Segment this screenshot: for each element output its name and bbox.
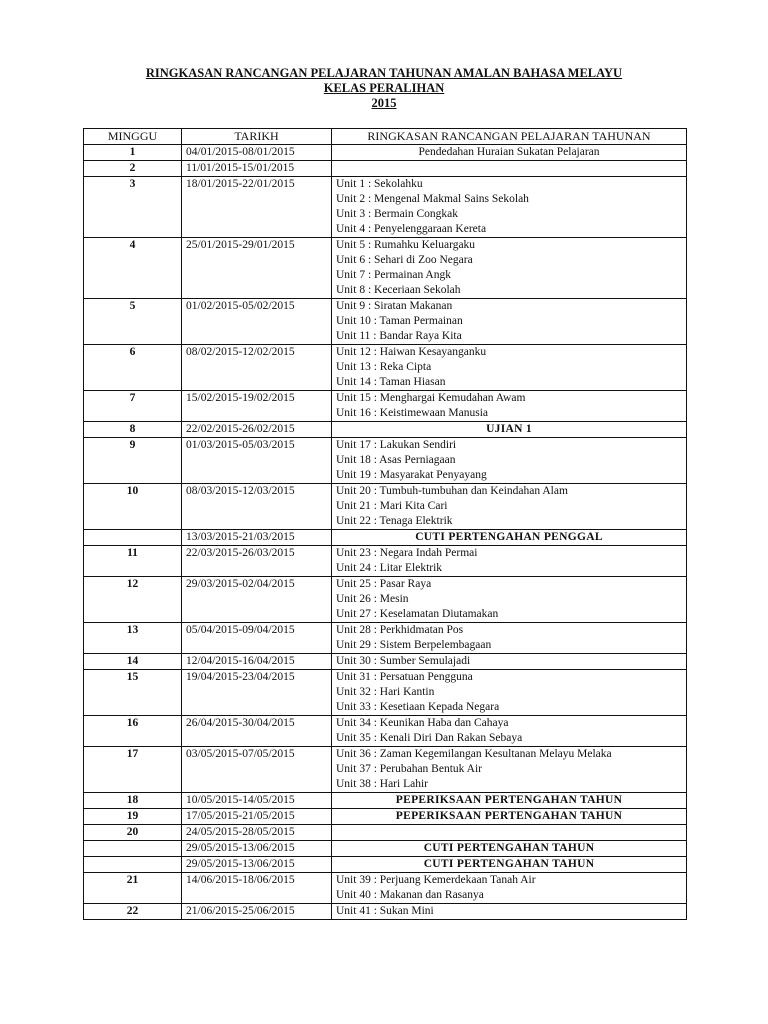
content-cell <box>332 654 687 670</box>
date-cell: 29/05/2015-13/06/2015 <box>182 841 332 857</box>
date-cell: 17/05/2015-21/05/2015 <box>182 809 332 825</box>
date-cell: 04/01/2015-08/01/2015 <box>182 145 332 161</box>
table-row <box>84 177 687 238</box>
date-cell: 05/04/2015-09/04/2015 <box>182 623 332 654</box>
week-cell <box>84 530 182 546</box>
document-title: RINGKASAN RANCANGAN PELAJARAN TAHUNAN AMALAN BAHASA MELAYU <box>145 66 623 80</box>
unit-item: Unit 23 : Negara Indah Permai <box>336 547 478 559</box>
table-row <box>84 145 687 161</box>
table-row <box>84 530 687 546</box>
unit-item: Unit 39 : Perjuang Kemerdekaan Tanah Air <box>336 874 536 886</box>
week-cell: 11 <box>84 546 182 577</box>
content-cell <box>332 873 687 904</box>
date-cell: 22/03/2015-26/03/2015 <box>182 546 332 577</box>
week-cell: 20 <box>84 825 182 841</box>
week-cell: 16 <box>84 716 182 747</box>
table-row <box>84 391 687 422</box>
unit-item: Unit 4 : Penyelenggaraan Kereta <box>336 223 487 235</box>
empty-content <box>336 161 682 176</box>
week-cell: 5 <box>84 299 182 345</box>
week-cell: 8 <box>84 422 182 438</box>
date-cell: 15/02/2015-19/02/2015 <box>182 391 332 422</box>
table-row <box>84 825 687 841</box>
table-row <box>84 299 687 345</box>
unit-item: Unit 19 : Masyarakat Penyayang <box>336 469 487 481</box>
table-header-row <box>84 129 687 145</box>
content-cell <box>332 623 687 654</box>
unit-item: Unit 20 : Tumbuh-tumbuhan dan Keindahan Alam <box>336 485 568 497</box>
event-label: CUTI PERTENGAHAN TAHUN <box>423 842 595 854</box>
unit-item: Unit 33 : Kesetiaan Kepada Negara <box>336 701 500 713</box>
unit-item: Unit 7 : Permainan Angk <box>336 269 451 281</box>
table-row <box>84 345 687 391</box>
unit-item: Unit 28 : Perkhidmatan Pos <box>336 624 464 636</box>
event-label: PEPERIKSAAN PERTENGAHAN TAHUN <box>395 794 623 806</box>
content-cell <box>332 238 687 299</box>
table-row <box>84 716 687 747</box>
content-cell <box>332 577 687 623</box>
content-cell <box>332 345 687 391</box>
date-cell: 01/03/2015-05/03/2015 <box>182 438 332 484</box>
content-cell <box>332 747 687 793</box>
column-header-week: MINGGU <box>84 129 182 145</box>
column-header-content: RINGKASAN RANCANGAN PELAJARAN TAHUNAN <box>332 129 687 145</box>
unit-item: Unit 13 : Reka Cipta <box>336 361 432 373</box>
event-label: PEPERIKSAAN PERTENGAHAN TAHUN <box>395 810 623 822</box>
document-year: 2015 <box>371 96 397 110</box>
unit-item: Unit 26 : Mesin <box>336 593 409 605</box>
date-cell: 18/01/2015-22/01/2015 <box>182 177 332 238</box>
date-cell: 19/04/2015-23/04/2015 <box>182 670 332 716</box>
content-cell <box>332 484 687 530</box>
table-row <box>84 747 687 793</box>
table-row <box>84 809 687 825</box>
unit-item: Unit 15 : Menghargai Kemudahan Awam <box>336 392 526 404</box>
unit-item: Unit 31 : Persatuan Pengguna <box>336 671 473 683</box>
table-row <box>84 841 687 857</box>
unit-item: Unit 3 : Bermain Congkak <box>336 208 459 220</box>
unit-item: Unit 12 : Haiwan Kesayanganku <box>336 346 487 358</box>
column-header-date: TARIKH <box>182 129 332 145</box>
week-cell: 1 <box>84 145 182 161</box>
date-cell: 29/03/2015-02/04/2015 <box>182 577 332 623</box>
content-cell <box>332 438 687 484</box>
week-cell: 21 <box>84 873 182 904</box>
unit-item: Unit 40 : Makanan dan Rasanya <box>336 889 484 901</box>
content-cell <box>332 177 687 238</box>
table-row <box>84 484 687 530</box>
content-cell <box>332 161 687 177</box>
unit-item: Unit 11 : Bandar Raya Kita <box>336 330 462 342</box>
table-row <box>84 654 687 670</box>
content-cell <box>332 145 687 161</box>
unit-item: Unit 22 : Tenaga Elektrik <box>336 515 453 527</box>
content-cell <box>332 422 687 438</box>
content-cell <box>332 793 687 809</box>
content-cell <box>332 904 687 920</box>
unit-item: Unit 32 : Hari Kantin <box>336 686 435 698</box>
content-cell <box>332 825 687 841</box>
date-cell: 29/05/2015-13/06/2015 <box>182 857 332 873</box>
week-cell: 15 <box>84 670 182 716</box>
table-row <box>84 670 687 716</box>
unit-item: Unit 9 : Siratan Makanan <box>336 300 453 312</box>
week-cell: 3 <box>84 177 182 238</box>
week-cell: 4 <box>84 238 182 299</box>
unit-item: Unit 5 : Rumahku Keluargaku <box>336 239 476 251</box>
date-cell: 14/06/2015-18/06/2015 <box>182 873 332 904</box>
table-row <box>84 438 687 484</box>
unit-item: Unit 1 : Sekolahku <box>336 178 423 190</box>
date-cell: 08/03/2015-12/03/2015 <box>182 484 332 530</box>
document-header <box>0 66 768 111</box>
date-cell: 13/03/2015-21/03/2015 <box>182 530 332 546</box>
table-row <box>84 546 687 577</box>
week-cell: 7 <box>84 391 182 422</box>
unit-item: Unit 24 : Litar Elektrik <box>336 562 443 574</box>
unit-item: Unit 2 : Mengenal Makmal Sains Sekolah <box>336 193 529 205</box>
date-cell: 25/01/2015-29/01/2015 <box>182 238 332 299</box>
date-cell: 08/02/2015-12/02/2015 <box>182 345 332 391</box>
week-cell: 13 <box>84 623 182 654</box>
table-row <box>84 422 687 438</box>
unit-item: Unit 6 : Sehari di Zoo Negara <box>336 254 473 266</box>
unit-item: Unit 18 : Asas Perniagaan <box>336 454 456 466</box>
table-row <box>84 238 687 299</box>
content-cell <box>332 530 687 546</box>
table-row <box>84 577 687 623</box>
week-cell: 10 <box>84 484 182 530</box>
unit-item: Unit 8 : Keceriaan Sekolah <box>336 284 461 296</box>
content-cell <box>332 391 687 422</box>
unit-item: Unit 38 : Hari Lahir <box>336 778 428 790</box>
content-cell <box>332 716 687 747</box>
unit-item: Unit 30 : Sumber Semulajadi <box>336 655 471 667</box>
week-cell: 14 <box>84 654 182 670</box>
week-cell: 18 <box>84 793 182 809</box>
empty-content <box>336 825 682 840</box>
date-cell: 26/04/2015-30/04/2015 <box>182 716 332 747</box>
week-cell <box>84 857 182 873</box>
content-cell <box>332 857 687 873</box>
unit-item: Unit 41 : Sukan Mini <box>336 905 434 917</box>
unit-item: Unit 34 : Keunikan Haba dan Cahaya <box>336 717 509 729</box>
date-cell: 10/05/2015-14/05/2015 <box>182 793 332 809</box>
document-subtitle: KELAS PERALIHAN <box>323 81 445 95</box>
unit-item: Unit 35 : Kenali Diri Dan Rakan Sebaya <box>336 732 523 744</box>
date-cell: 01/02/2015-05/02/2015 <box>182 299 332 345</box>
table-row <box>84 873 687 904</box>
table-row <box>84 904 687 920</box>
week-cell <box>84 841 182 857</box>
week-cell: 12 <box>84 577 182 623</box>
week-cell: 2 <box>84 161 182 177</box>
date-cell: 24/05/2015-28/05/2015 <box>182 825 332 841</box>
content-cell <box>332 546 687 577</box>
unit-item: Unit 36 : Zaman Kegemilangan Kesultanan Melayu Melaka <box>336 748 612 760</box>
unit-item: Unit 14 : Taman Hiasan <box>336 376 446 388</box>
unit-item: Unit 29 : Sistem Berpelembagaan <box>336 639 492 651</box>
date-cell: 03/05/2015-07/05/2015 <box>182 747 332 793</box>
unit-item: Unit 10 : Taman Permainan <box>336 315 463 327</box>
unit-item: Unit 21 : Mari Kita Cari <box>336 500 448 512</box>
week-cell: 17 <box>84 747 182 793</box>
content-label: Pendedahan Huraian Sukatan Pelajaran <box>418 146 600 158</box>
unit-item: Unit 25 : Pasar Raya <box>336 578 432 590</box>
unit-item: Unit 17 : Lakukan Sendiri <box>336 439 457 451</box>
table-row <box>84 857 687 873</box>
content-cell <box>332 299 687 345</box>
content-cell <box>332 841 687 857</box>
date-cell: 22/02/2015-26/02/2015 <box>182 422 332 438</box>
lesson-plan-table <box>83 128 687 920</box>
week-cell: 19 <box>84 809 182 825</box>
date-cell: 11/01/2015-15/01/2015 <box>182 161 332 177</box>
event-label: CUTI PERTENGAHAN PENGGAL <box>415 531 603 543</box>
table-row <box>84 161 687 177</box>
week-cell: 22 <box>84 904 182 920</box>
unit-item: Unit 37 : Perubahan Bentuk Air <box>336 763 482 775</box>
date-cell: 21/06/2015-25/06/2015 <box>182 904 332 920</box>
content-cell <box>332 809 687 825</box>
week-cell: 6 <box>84 345 182 391</box>
table-row <box>84 793 687 809</box>
content-cell <box>332 670 687 716</box>
date-cell: 12/04/2015-16/04/2015 <box>182 654 332 670</box>
event-label: UJIAN 1 <box>486 423 532 435</box>
unit-item: Unit 16 : Keistimewaan Manusia <box>336 407 489 419</box>
event-label: CUTI PERTENGAHAN TAHUN <box>423 858 595 870</box>
unit-item: Unit 27 : Keselamatan Diutamakan <box>336 608 499 620</box>
table-row <box>84 623 687 654</box>
week-cell: 9 <box>84 438 182 484</box>
